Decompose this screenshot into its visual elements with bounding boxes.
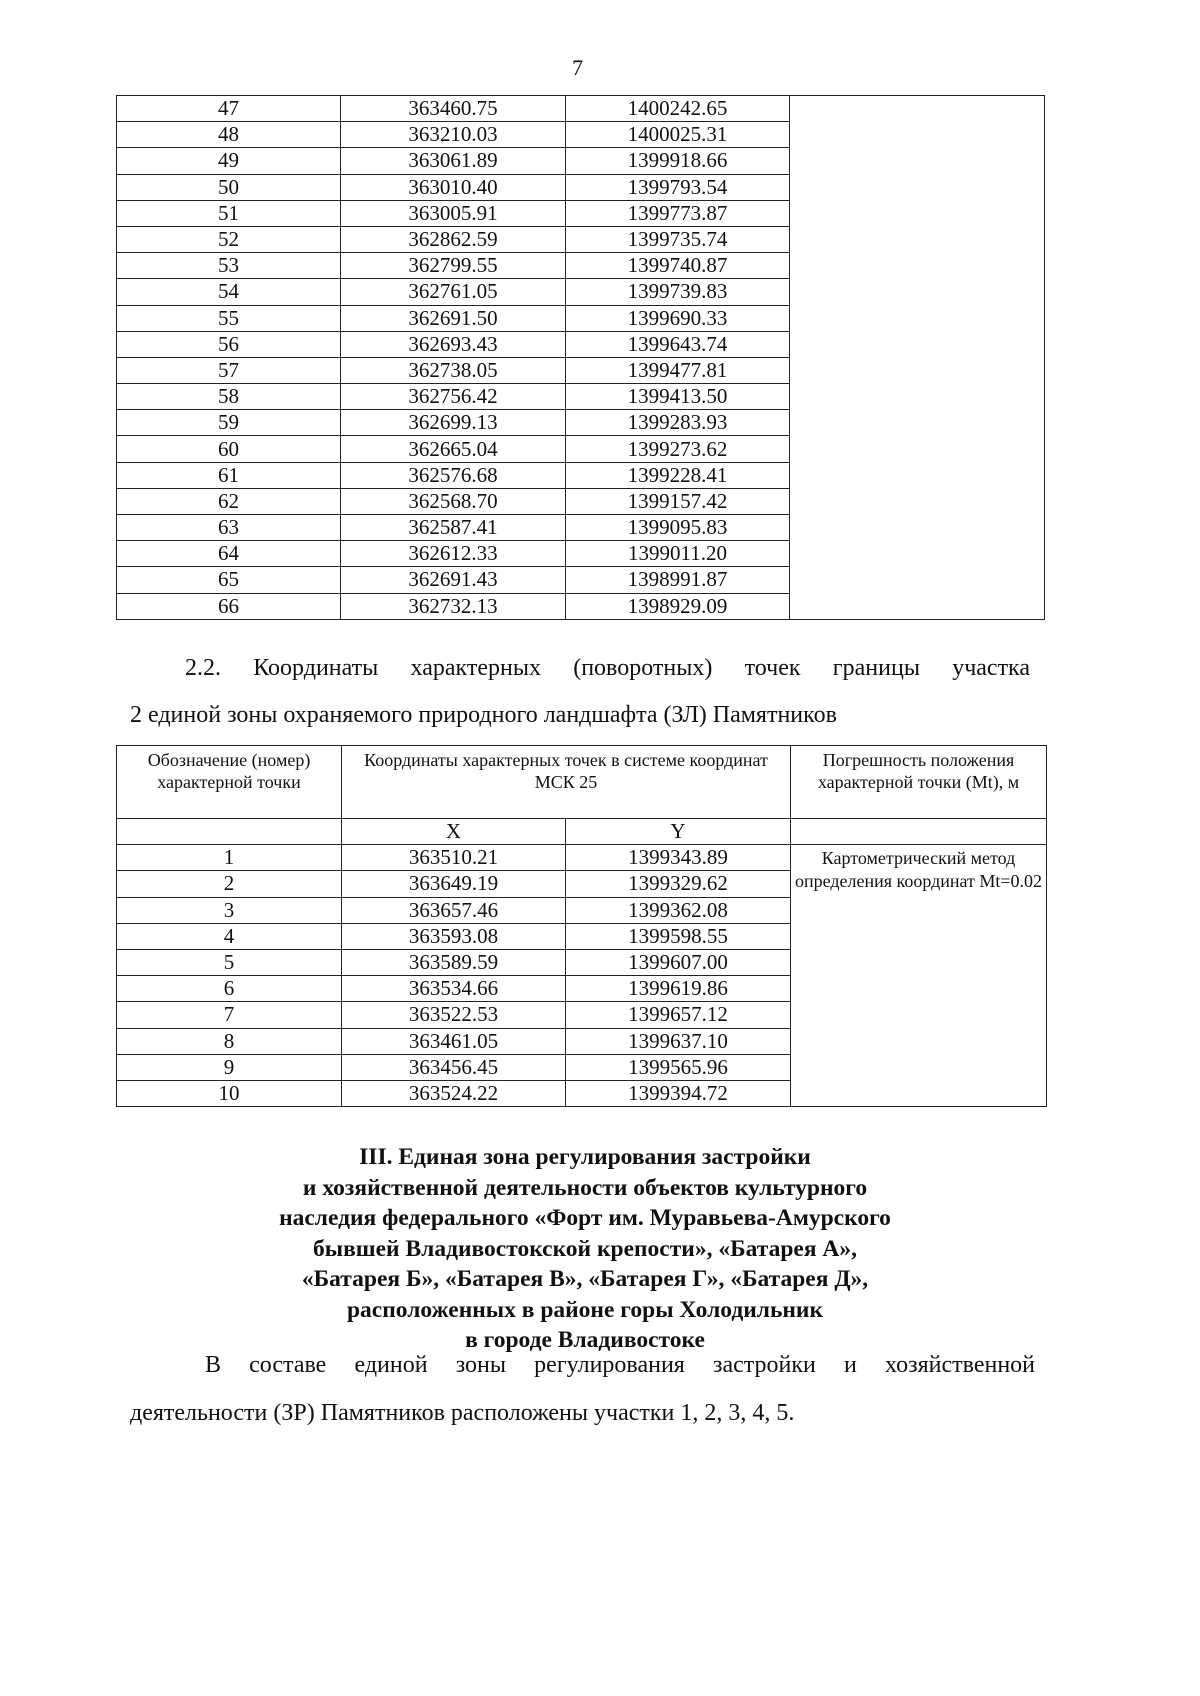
x-coordinate: 362732.13 xyxy=(341,593,566,619)
y-coordinate: 1399643.74 xyxy=(566,331,790,357)
y-coordinate: 1399011.20 xyxy=(566,541,790,567)
x-coordinate: 363649.19 xyxy=(342,871,566,897)
heading-line: бывшей Владивостокской крепости», «Батарея А», xyxy=(312,1235,858,1262)
y-coordinate: 1399657.12 xyxy=(566,1002,791,1028)
y-coordinate: 1399394.72 xyxy=(566,1080,791,1106)
x-coordinate: 362799.55 xyxy=(341,253,566,279)
y-coordinate: 1400242.65 xyxy=(566,96,790,122)
point-number: 5 xyxy=(117,949,342,975)
empty-cell xyxy=(791,819,1047,845)
point-number: 61 xyxy=(117,462,341,488)
point-number: 1 xyxy=(117,845,342,871)
point-number: 52 xyxy=(117,226,341,252)
x-coordinate: 362691.50 xyxy=(341,305,566,331)
x-coordinate: 362693.43 xyxy=(341,331,566,357)
x-coordinate: 363005.91 xyxy=(341,200,566,226)
heading-line: «Батарея Б», «Батарея В», «Батарея Г», «Батарея Д», xyxy=(301,1266,869,1292)
point-number: 66 xyxy=(117,593,341,619)
point-number: 7 xyxy=(117,1002,342,1028)
y-coordinate: 1399735.74 xyxy=(566,226,790,252)
y-coordinate: 1398991.87 xyxy=(566,567,790,593)
y-coordinate: 1399739.83 xyxy=(566,279,790,305)
y-coordinate: 1399362.08 xyxy=(566,897,791,923)
point-number: 64 xyxy=(117,541,341,567)
point-number: 63 xyxy=(117,515,341,541)
x-coordinate: 363061.89 xyxy=(341,148,566,174)
point-number: 47 xyxy=(117,96,341,122)
heading-line: III. Единая зона регулирования застройки xyxy=(359,1144,811,1170)
x-coordinate: 363657.46 xyxy=(342,897,566,923)
x-coordinate: 363534.66 xyxy=(342,976,566,1002)
heading-line: наследия федерального «Форт им. Муравьева-Амурского xyxy=(279,1205,891,1231)
point-number: 48 xyxy=(117,122,341,148)
y-coordinate: 1399273.62 xyxy=(566,436,790,462)
error-cell xyxy=(790,96,1045,620)
x-coordinate: 362691.43 xyxy=(341,567,566,593)
y-coordinate: 1399637.10 xyxy=(566,1028,791,1054)
x-coordinate: 363522.53 xyxy=(342,1002,566,1028)
coordinates-table-area-2 xyxy=(116,745,1047,1107)
y-coordinate: 1399619.86 xyxy=(566,976,791,1002)
x-coordinate: 362587.41 xyxy=(341,515,566,541)
y-coordinate: 1399918.66 xyxy=(566,148,790,174)
y-coordinate: 1399095.83 xyxy=(566,515,790,541)
section-2-2-heading-line1: 2.2. Координаты характерных (поворотных) точек границы участка xyxy=(185,655,1030,681)
point-number: 6 xyxy=(117,976,342,1002)
header-error: Погрешность положения характерной точки (Mt), м xyxy=(791,746,1047,819)
point-number: 3 xyxy=(117,897,342,923)
heading-line: и хозяйственной деятельности объектов культурного xyxy=(302,1174,868,1201)
y-coordinate: 1399228.41 xyxy=(566,462,790,488)
y-coordinate: 1399343.89 xyxy=(566,845,791,871)
point-number: 8 xyxy=(117,1028,342,1054)
x-coordinate: 362738.05 xyxy=(341,357,566,383)
point-number: 51 xyxy=(117,200,341,226)
point-number: 56 xyxy=(117,331,341,357)
y-coordinate: 1399283.93 xyxy=(566,410,790,436)
x-coordinate: 362568.70 xyxy=(341,488,566,514)
y-coordinate: 1399690.33 xyxy=(566,305,790,331)
header-x: X xyxy=(342,819,566,845)
y-coordinate: 1400025.31 xyxy=(566,122,790,148)
x-coordinate: 363593.08 xyxy=(342,923,566,949)
point-number: 9 xyxy=(117,1054,342,1080)
point-number: 50 xyxy=(117,174,341,200)
point-number: 49 xyxy=(117,148,341,174)
x-coordinate: 362862.59 xyxy=(341,226,566,252)
point-number: 59 xyxy=(117,410,341,436)
x-coordinate: 363456.45 xyxy=(342,1054,566,1080)
y-coordinate: 1399413.50 xyxy=(566,384,790,410)
point-number: 54 xyxy=(117,279,341,305)
x-coordinate: 362665.04 xyxy=(341,436,566,462)
heading-line: расположенных в районе горы Холодильник xyxy=(346,1296,824,1323)
point-number: 62 xyxy=(117,488,341,514)
x-coordinate: 363510.21 xyxy=(342,845,566,871)
page-number: 7 xyxy=(572,55,583,80)
y-coordinate: 1399773.87 xyxy=(566,200,790,226)
x-coordinate: 362761.05 xyxy=(341,279,566,305)
point-number: 65 xyxy=(117,567,341,593)
x-coordinate: 362612.33 xyxy=(341,541,566,567)
point-number: 55 xyxy=(117,305,341,331)
y-coordinate: 1399598.55 xyxy=(566,923,791,949)
y-coordinate: 1399565.96 xyxy=(566,1054,791,1080)
x-coordinate: 362699.13 xyxy=(341,410,566,436)
table-row xyxy=(117,845,1047,871)
y-coordinate: 1399157.42 xyxy=(566,488,790,514)
point-number: 10 xyxy=(117,1080,342,1106)
section-3-paragraph-line1: В составе единой зоны регулирования застройки и хозяйственной xyxy=(205,1352,1035,1378)
section-2-2-heading-line2: 2 единой зоны охраняемого природного ландшафта (ЗЛ) Памятников xyxy=(130,702,837,728)
x-coordinate: 362756.42 xyxy=(341,384,566,410)
y-coordinate: 1398929.09 xyxy=(566,593,790,619)
point-number: 53 xyxy=(117,253,341,279)
y-coordinate: 1399477.81 xyxy=(566,357,790,383)
x-coordinate: 363461.05 xyxy=(342,1028,566,1054)
x-coordinate: 362576.68 xyxy=(341,462,566,488)
y-coordinate: 1399607.00 xyxy=(566,949,791,975)
point-number: 2 xyxy=(117,871,342,897)
x-coordinate: 363524.22 xyxy=(342,1080,566,1106)
point-number: 4 xyxy=(117,923,342,949)
coordinates-table-continued xyxy=(116,95,1045,620)
section-3-heading xyxy=(0,1142,1170,1356)
header-y: Y xyxy=(566,819,791,845)
x-coordinate: 363010.40 xyxy=(341,174,566,200)
point-number: 58 xyxy=(117,384,341,410)
x-coordinate: 363589.59 xyxy=(342,949,566,975)
method-note: Картометрический метод определения координат Mt=0.02 xyxy=(791,845,1047,1107)
point-number: 60 xyxy=(117,436,341,462)
x-coordinate: 363460.75 xyxy=(341,96,566,122)
header-point-designation: Обозначение (номер) характерной точки xyxy=(117,746,342,819)
table-row xyxy=(117,96,1045,122)
x-coordinate: 363210.03 xyxy=(341,122,566,148)
section-3-paragraph-line2: деятельности (ЗР) Памятников расположены участки 1, 2, 3, 4, 5. xyxy=(130,1400,795,1426)
empty-cell xyxy=(117,819,342,845)
header-coordinates: Координаты характерных точек в системе координат МСК 25 xyxy=(342,746,791,819)
heading-line: в городе Владивостоке xyxy=(465,1327,705,1353)
y-coordinate: 1399740.87 xyxy=(566,253,790,279)
y-coordinate: 1399793.54 xyxy=(566,174,790,200)
y-coordinate: 1399329.62 xyxy=(566,871,791,897)
point-number: 57 xyxy=(117,357,341,383)
